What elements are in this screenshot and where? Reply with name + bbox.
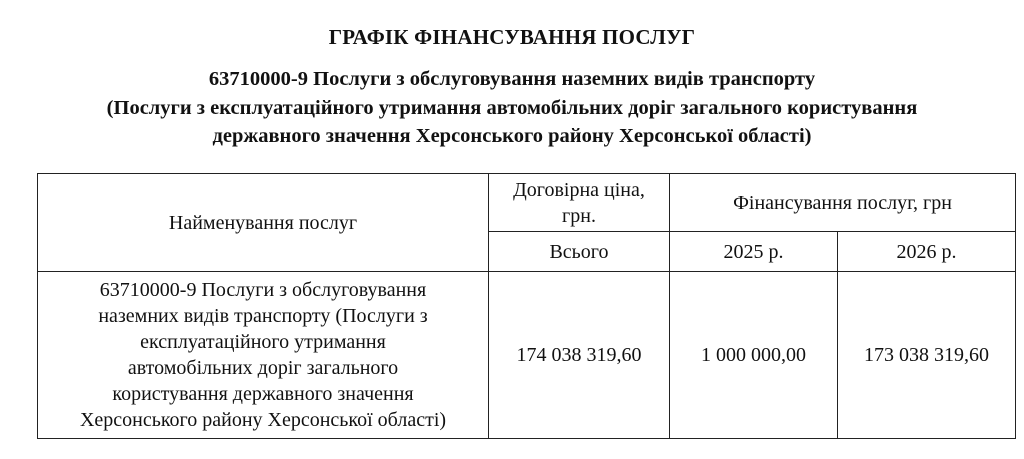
header-year-2025: 2025 р. (670, 232, 838, 272)
service-description-cell (38, 272, 489, 439)
service-description-line: наземних видів транспорту (Послуги з (98, 305, 428, 327)
financing-2025-value: 1 000 000,00 (670, 272, 838, 439)
financing-table (37, 173, 1016, 439)
table-row (38, 272, 1016, 439)
document-title: ГРАФІК ФІНАНСУВАННЯ ПОСЛУГ (328, 25, 696, 49)
financing-2026-value: 173 038 319,60 (838, 272, 1016, 439)
subtitle-line-2: (Послуги з експлуатаційного утримання автомобільних доріг загального користування (106, 97, 918, 119)
header-total: Всього (489, 232, 670, 272)
header-name: Найменування послуг (168, 211, 358, 234)
total-price-value: 174 038 319,60 (489, 272, 670, 439)
service-description-line: Херсонського району Херсонської області) (79, 409, 447, 431)
subtitle-line-3: державного значення Херсонського району Херсонської області) (212, 125, 812, 147)
header-year-2026: 2026 р. (838, 232, 1016, 272)
header-price-line-2: грн. (562, 204, 596, 227)
service-description-line: користування державного значення (112, 383, 414, 405)
header-price-cell (489, 174, 670, 232)
service-description-line: експлуатаційного утримання (140, 331, 386, 353)
header-price-line-1: Договірна ціна, (513, 178, 645, 201)
header-name-cell (38, 174, 489, 272)
header-financing: Фінансування послуг, грн (733, 191, 952, 214)
header-financing-cell (670, 174, 1016, 232)
service-description-line: 63710000-9 Послуги з обслуговування (99, 279, 427, 301)
subtitle-line-1: 63710000-9 Послуги з обслуговування наземних видів транспорту (208, 68, 816, 90)
service-description-line: автомобільних доріг загального (127, 357, 399, 379)
header-row-1 (38, 174, 1016, 232)
